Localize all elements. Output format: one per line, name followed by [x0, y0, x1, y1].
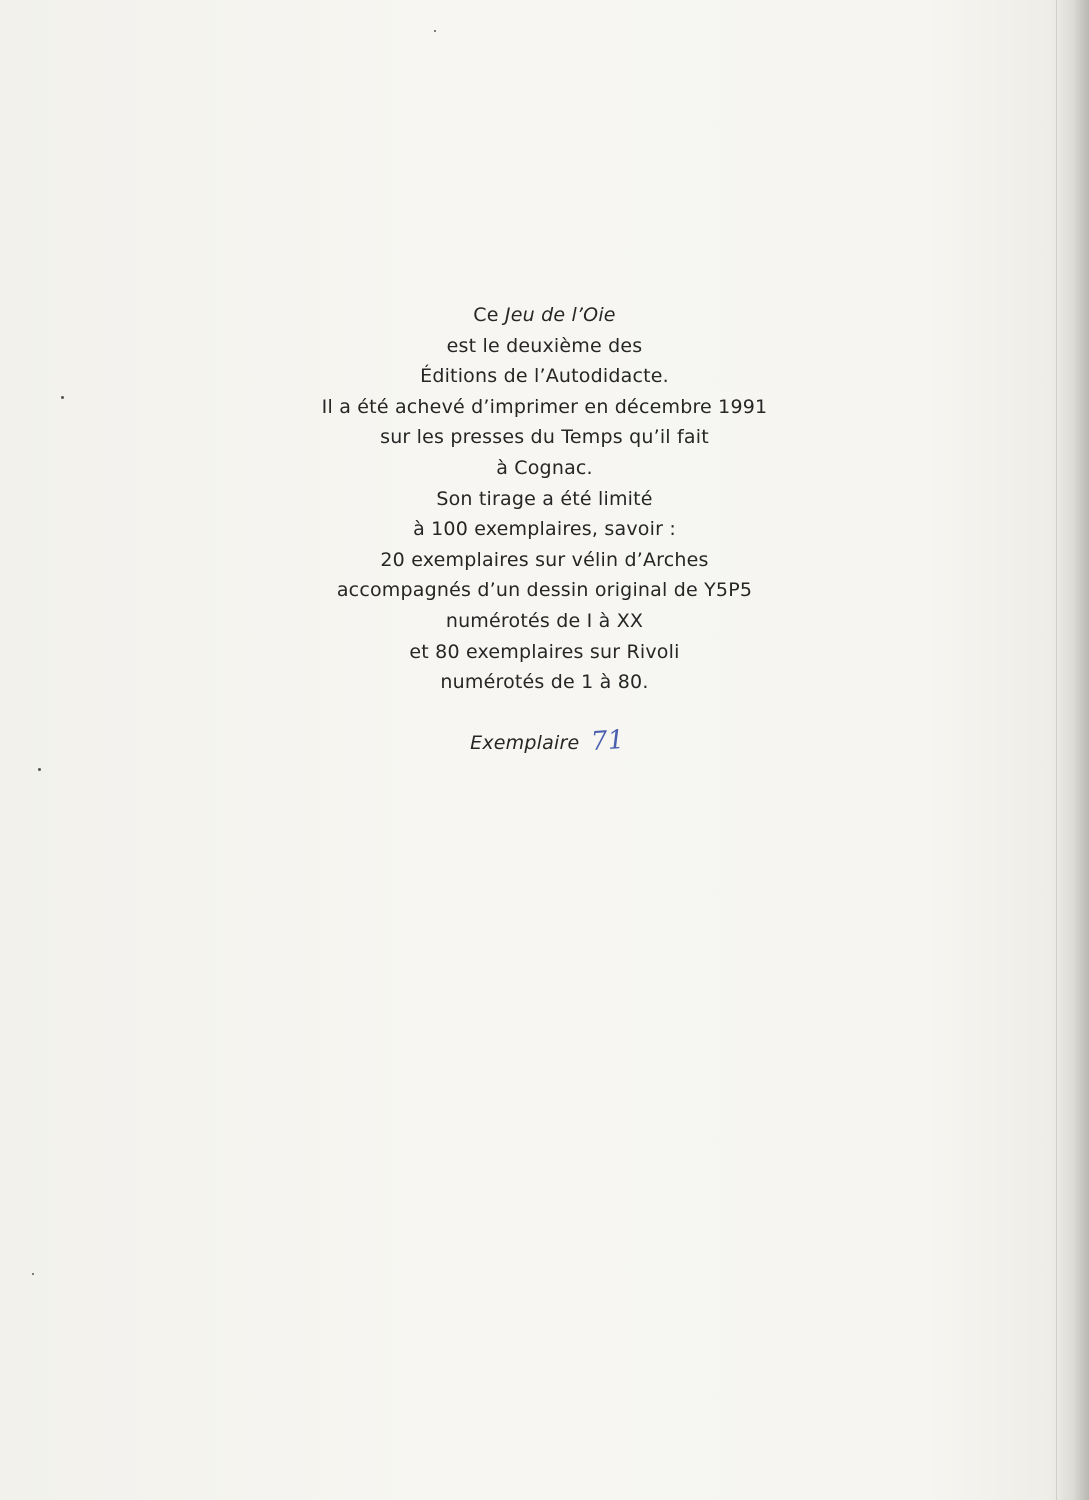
colophon-line: Son tirage a été limité	[436, 487, 653, 510]
handwritten-copy-number: 71	[590, 724, 626, 757]
colophon-line: sur les presses du Temps qu’il fait	[380, 426, 709, 449]
colophon-line: est le deuxième des	[446, 334, 643, 357]
copy-label: Exemplaire	[470, 731, 580, 754]
colophon-line: et 80 exemplaires sur Rivoli	[409, 640, 680, 663]
colophon-line: numérotés de 1 à 80.	[440, 671, 649, 694]
paper-speck	[38, 768, 41, 771]
colophon-prefix: Ce	[473, 304, 505, 326]
colophon-line-title	[0, 300, 1089, 331]
book-title: Jeu de l’Oie	[504, 304, 616, 326]
colophon-line: à Cognac.	[496, 456, 593, 479]
colophon-line: Il a été achevé d’imprimer en décembre 1991	[321, 395, 768, 418]
copy-number-line	[0, 724, 1089, 758]
colophon-line: Éditions de l’Autodidacte.	[420, 365, 669, 388]
colophon-line: numérotés de I à XX	[445, 609, 644, 632]
colophon-line: à 100 exemplaires, savoir :	[413, 518, 676, 541]
paper-speck	[32, 1273, 34, 1275]
colophon-line: 20 exemplaires sur vélin d’Arches	[380, 548, 709, 571]
colophon-line: accompagnés d’un dessin original de Y5P5	[336, 579, 753, 602]
paper-speck	[434, 30, 436, 32]
colophon	[0, 300, 1089, 758]
